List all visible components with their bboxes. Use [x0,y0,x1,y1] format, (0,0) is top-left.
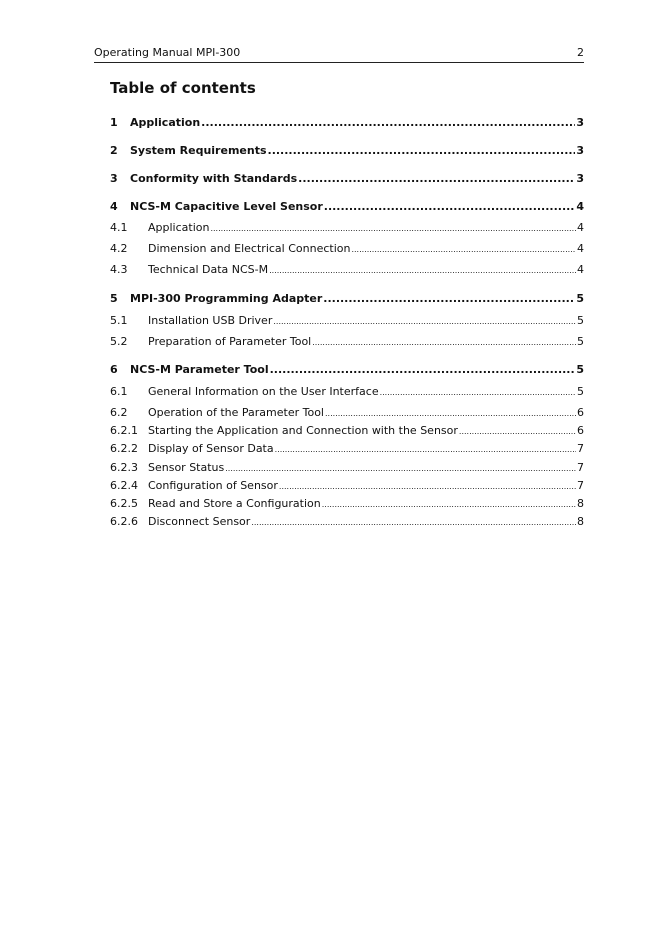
toc-entry-number: 6.2 [110,406,128,419]
toc-entry-number: 6.2.3 [110,461,138,474]
page-header [94,45,584,63]
toc-entry-6-1[interactable] [110,384,584,400]
toc-dot-leader [268,143,576,159]
toc-dot-leader [225,461,576,476]
toc-entry-number: 6.2.4 [110,479,138,492]
toc-entry-number: 6.2.2 [110,442,138,455]
toc-entry-number: 6.2.1 [110,424,138,437]
toc-entry-page: 3 [576,116,584,129]
toc-entry-label: Application [130,116,201,129]
toc-dot-leader [323,291,575,307]
toc-dot-leader [275,442,576,457]
toc-dot-leader [210,221,576,236]
toc-dot-leader [351,242,576,257]
toc-entry-6-2-5[interactable] [110,496,584,512]
toc-entry-number: 1 [110,116,118,129]
toc-entry-label: Read and Store a Configuration [148,497,321,510]
toc-entry-6-2-6[interactable] [110,514,584,530]
toc-entry-4-2[interactable] [110,241,584,257]
toc-entry-page: 3 [576,172,584,185]
toc-entry-5-1[interactable] [110,313,584,329]
toc-dot-leader [459,424,576,439]
toc-entry-page: 7 [577,479,584,492]
toc-dot-leader [324,199,576,215]
toc-dot-leader [270,362,576,378]
toc-entry-number: 6.2.6 [110,515,138,528]
toc-entry-label: MPI-300 Programming Adapter [130,292,323,305]
toc-entry-page: 6 [577,406,584,419]
toc-entry-label: Configuration of Sensor [148,479,278,492]
toc-entry-number: 6.1 [110,385,128,398]
toc-entry-5[interactable] [110,291,584,307]
toc-entry-6-2-3[interactable] [110,460,584,476]
toc-dot-leader [325,406,576,421]
toc-dot-leader [201,115,575,131]
toc-entry-4-3[interactable] [110,262,584,278]
toc-entry-4[interactable] [110,199,584,215]
toc-entry-6-2[interactable] [110,405,584,421]
toc-dot-leader [380,385,576,400]
toc-entry-4-1[interactable] [110,220,584,236]
toc-dot-leader [279,479,576,494]
toc-dot-leader [312,335,576,350]
toc-entry-page: 5 [576,363,584,376]
toc-entry-label: General Information on the User Interface [148,385,379,398]
document-title: Operating Manual MPI-300 [94,46,241,59]
page-number: 2 [577,46,584,59]
toc-entry-2[interactable] [110,143,584,159]
toc-entry-label: Display of Sensor Data [148,442,274,455]
toc-entry-6-2-2[interactable] [110,441,584,457]
toc-entry-label: Dimension and Electrical Connection [148,242,351,255]
toc-entry-label: Installation USB Driver [148,314,273,327]
toc-entry-page: 4 [577,263,584,276]
toc-entry-number: 4 [110,200,118,213]
toc-entry-page: 5 [577,385,584,398]
toc-dot-leader [322,497,576,512]
toc-entry-6-2-1[interactable] [110,423,584,439]
toc-entry-number: 4.2 [110,242,128,255]
toc-entry-6[interactable] [110,362,584,378]
toc-entry-label: Conformity with Standards [130,172,298,185]
toc-entry-number: 6.2.5 [110,497,138,510]
toc-entry-number: 6 [110,363,118,376]
toc-entry-label: Application [148,221,210,234]
toc-entry-5-2[interactable] [110,334,584,350]
toc-entry-page: 3 [576,144,584,157]
toc-entry-label: NCS-M Capacitive Level Sensor [130,200,323,213]
toc-entry-label: Disconnect Sensor [148,515,251,528]
toc-entry-page: 4 [577,242,584,255]
toc-entry-page: 5 [576,292,584,305]
toc-entry-number: 5.1 [110,314,128,327]
toc-entry-page: 4 [576,200,584,213]
toc-entry-number: 3 [110,172,118,185]
toc-dot-leader [273,314,576,329]
toc-entry-label: NCS-M Parameter Tool [130,363,269,376]
toc-entry-page: 4 [577,221,584,234]
toc-entry-page: 7 [577,442,584,455]
toc-entry-label: Preparation of Parameter Tool [148,335,312,348]
toc-heading: Table of contents [110,79,256,97]
toc-dot-leader [269,263,576,278]
toc-entry-page: 8 [577,515,584,528]
toc-entry-number: 2 [110,144,118,157]
toc-entry-label: Starting the Application and Connection with the Sensor [148,424,458,437]
toc-entry-3[interactable] [110,171,584,187]
toc-entry-1[interactable] [110,115,584,131]
toc-entry-label: Operation of the Parameter Tool [148,406,324,419]
toc-entry-label: Sensor Status [148,461,225,474]
toc-entry-page: 5 [577,335,584,348]
toc-entry-6-2-4[interactable] [110,478,584,494]
toc-entry-page: 5 [577,314,584,327]
toc-entry-number: 5.2 [110,335,128,348]
toc-entry-page: 7 [577,461,584,474]
toc-entry-label: Technical Data NCS-M [148,263,269,276]
toc-entry-number: 4.1 [110,221,128,234]
toc-entry-page: 6 [577,424,584,437]
toc-entry-number: 4.3 [110,263,128,276]
toc-dot-leader [251,515,576,530]
toc-entry-page: 8 [577,497,584,510]
toc-dot-leader [298,171,575,187]
toc-entry-number: 5 [110,292,118,305]
toc-entry-label: System Requirements [130,144,267,157]
